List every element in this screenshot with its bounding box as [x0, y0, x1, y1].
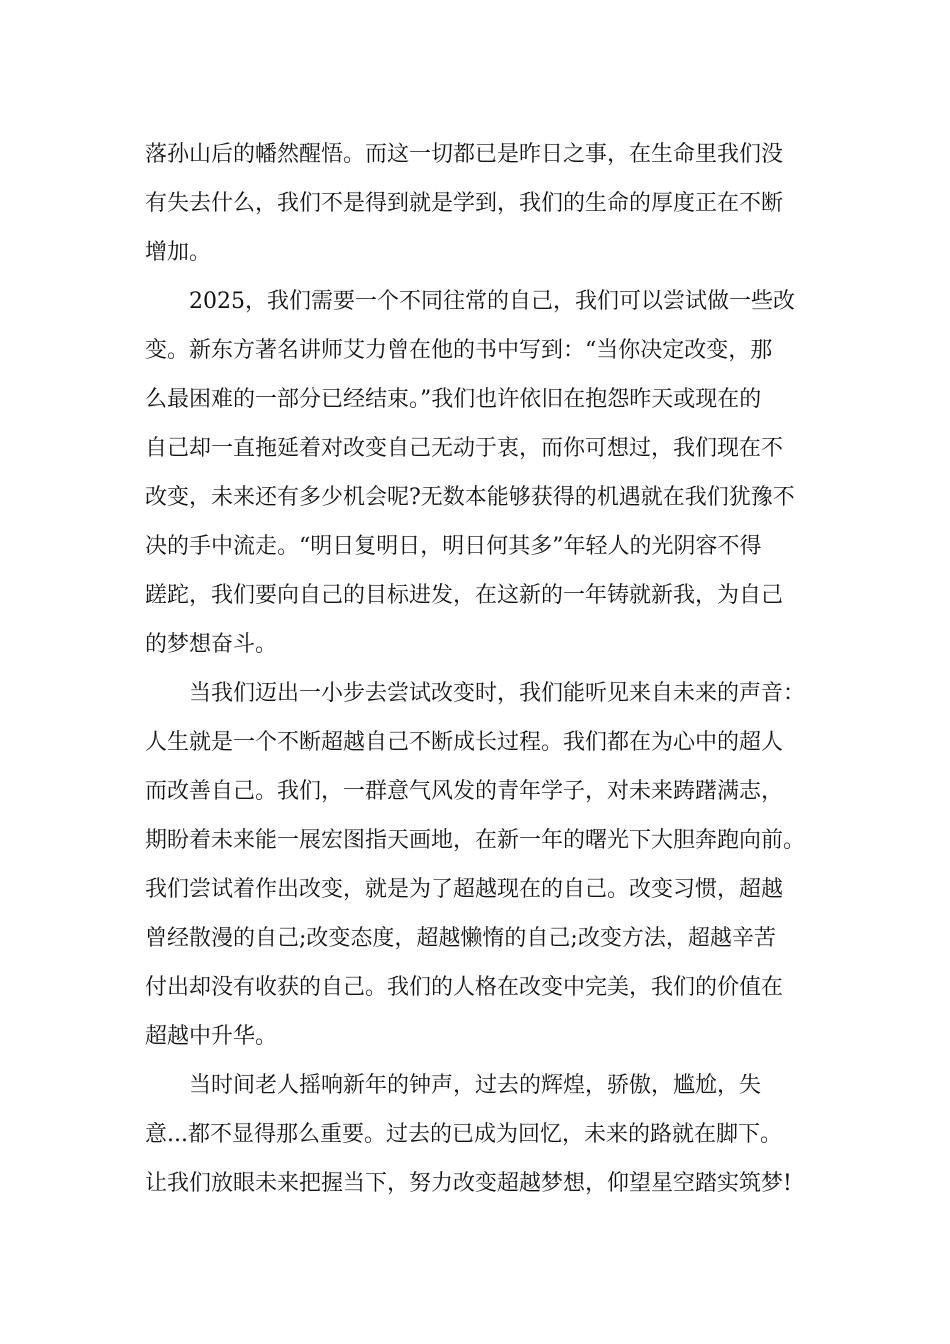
text-line: 而改善自己。我们，一群意气风发的青年学子，对未来踌躇满志， [145, 779, 784, 804]
text-line: 蹉跎，我们要向自己的目标进发，在这新的一年铸就新我，为自己 [145, 583, 784, 608]
text-line: 有失去什么，我们不是得到就是学到，我们的生命的厚度正在不断 [145, 191, 784, 216]
text-line: 么最困难的一部分已经结束。”我们也许依旧在抱怨昨天或现在的 [145, 387, 762, 412]
text-line: 人生就是一个不断超越自己不断成长过程。我们都在为心中的超人 [145, 730, 784, 755]
text-line: 曾经散漫的自己;改变态度，超越懒惰的自己;改变方法，超越辛苦 [145, 926, 776, 951]
text-line: 落孙山后的幡然醒悟。而这一切都已是昨日之事，在生命里我们没 [145, 142, 784, 167]
text-line: 期盼着未来能一展宏图指天画地，在新一年的曙光下大胆奔跑向前。 [145, 828, 806, 853]
text-line: 当时间老人摇响新年的钟声，过去的辉煌，骄傲，尴尬，失 [145, 1073, 762, 1098]
body-text [145, 130, 807, 1208]
text-line: 改变，未来还有多少机会呢?无数本能够获得的机遇就在我们犹豫不 [145, 485, 795, 510]
text-line: 增加。 [145, 240, 212, 265]
text-line: 让我们放眼未来把握当下，努力改变超越梦想，仰望星空踏实筑梦! [145, 1171, 792, 1196]
text-line: 付出却没有收获的自己。我们的人格在改变中完美，我们的价值在 [145, 975, 784, 1000]
text-line: 2025，我们需要一个不同往常的自己，我们可以尝试做一些改 [145, 289, 795, 314]
text-line: 当我们迈出一小步去尝试改变时，我们能听见来自未来的声音： [145, 681, 806, 706]
text-line: 我们尝试着作出改变，就是为了超越现在的自己。改变习惯，超越 [145, 877, 784, 902]
text-line: 决的手中流走。“明日复明日，明日何其多”年轻人的光阴容不得 [145, 534, 762, 559]
text-line: 超越中升华。 [145, 1024, 278, 1049]
text-line: 意...都不显得那么重要。过去的已成为回忆，未来的路就在脚下。 [145, 1122, 782, 1147]
text-line: 自己却一直拖延着对改变自己无动于衷，而你可想过，我们现在不 [145, 436, 784, 461]
text-line: 变。新东方著名讲师艾力曾在他的书中写到：“当你决定改变，那 [145, 338, 773, 363]
text-line: 的梦想奋斗。 [145, 632, 278, 657]
